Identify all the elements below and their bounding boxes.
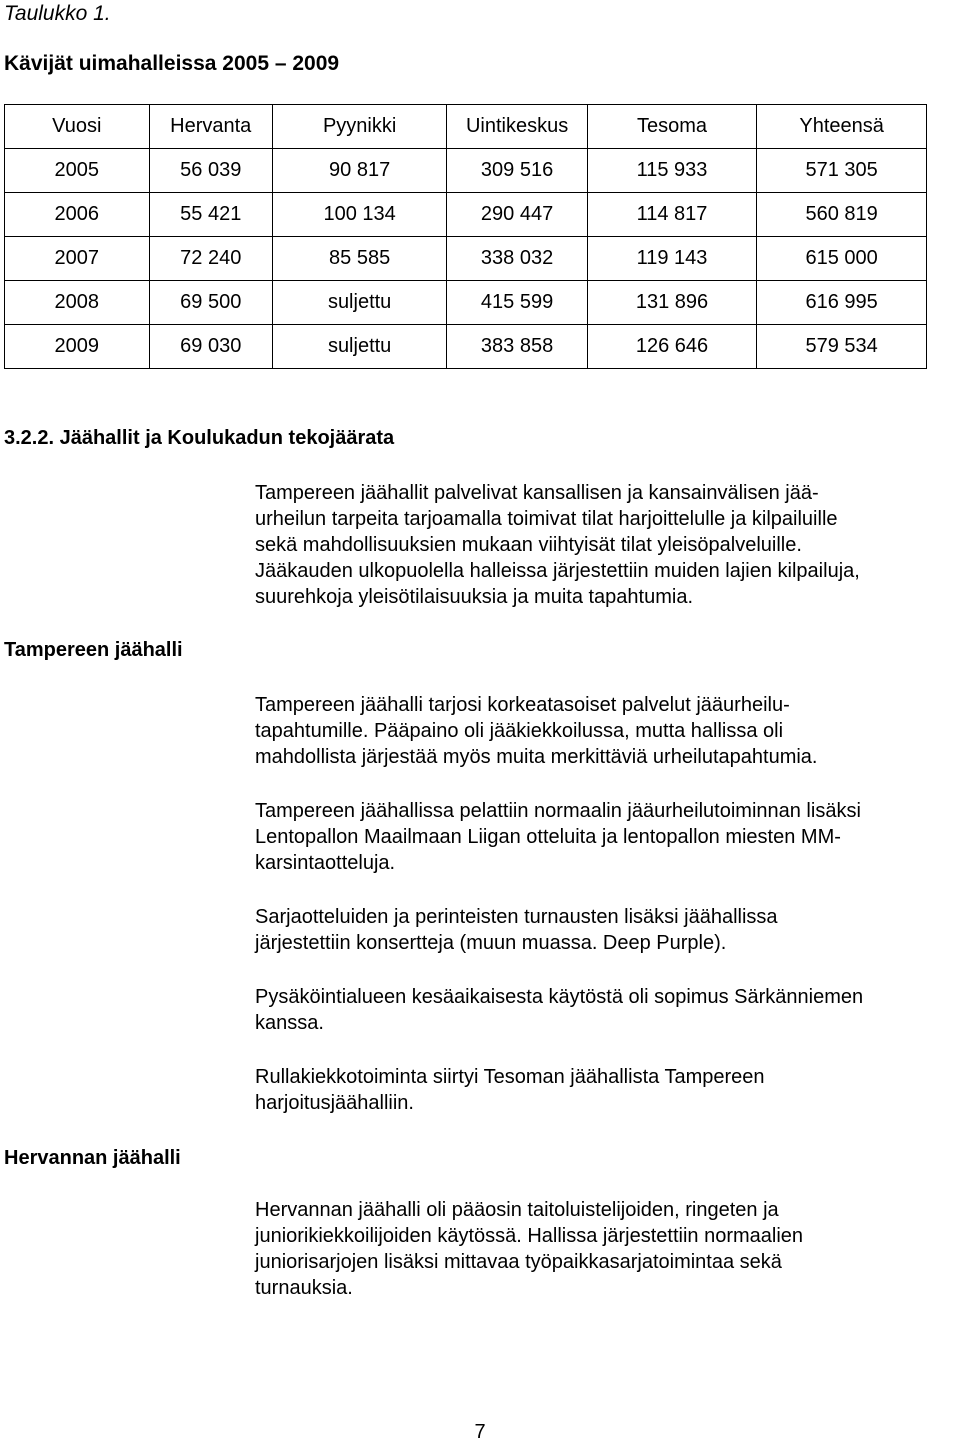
- text-line: juniorikiekkoilijoiden käytössä. Hallissa järjestettiin normaalien: [255, 1225, 804, 1247]
- table-cell: 338 032: [447, 237, 587, 281]
- table-cell: 114 817: [587, 193, 756, 237]
- table-cell: 383 858: [447, 325, 587, 369]
- table-row: [5, 149, 927, 193]
- table-cell: 616 995: [757, 281, 927, 325]
- table-row: [5, 237, 927, 281]
- hervanta-ice-hall-label: Hervannan jäähalli: [4, 1147, 181, 1169]
- table-cell: 56 039: [149, 149, 272, 193]
- text-line: tapahtumille. Pääpaino oli jääkiekkoilussa, mutta hallissa oli: [255, 720, 784, 742]
- text-line: Tampereen jäähallissa pelattiin normaalin jääurheilutoiminnan lisäksi: [255, 800, 861, 822]
- paragraph-parking: [255, 984, 960, 1036]
- table-cell: 100 134: [272, 193, 446, 237]
- table-cell: suljettu: [272, 325, 446, 369]
- table-header-row: [5, 105, 927, 149]
- visitors-table: [4, 104, 927, 369]
- table-row: [5, 281, 927, 325]
- paragraph-hervanta: [255, 1197, 960, 1301]
- column-header: Vuosi: [5, 105, 150, 149]
- tampere-ice-hall-label: Tampereen jäähalli: [4, 639, 183, 661]
- column-header: Uintikeskus: [447, 105, 587, 149]
- section-heading: 3.2.2. Jäähallit ja Koulukadun tekojäärata: [4, 427, 395, 449]
- table-cell: 560 819: [757, 193, 927, 237]
- table-cell: 2005: [5, 149, 150, 193]
- text-line: Hervannan jäähalli oli pääosin taitoluistelijoiden, ringeten ja: [255, 1199, 779, 1221]
- page-number: 7: [474, 1421, 486, 1443]
- text-line: Jääkauden ulkopuolella halleissa järjestettiin muiden lajien kilpailuja,: [255, 560, 860, 582]
- text-line: Lentopallon Maailmaan Liigan otteluita ja lentopallon miesten MM-: [255, 826, 841, 848]
- column-header: Yhteensä: [757, 105, 927, 149]
- text-line: Tampereen jäähalli tarjosi korkeatasoiset palvelut jääurheilu-: [255, 694, 790, 716]
- column-header: Tesoma: [587, 105, 756, 149]
- text-line: Sarjaotteluiden ja perinteisten turnausten lisäksi jäähallissa: [255, 906, 778, 928]
- text-line: urheilun tarpeita tarjoamalla toimivat tilat harjoittelulle ja kilpailuille: [255, 508, 838, 530]
- table-cell: 309 516: [447, 149, 587, 193]
- text-line: kanssa.: [255, 1012, 324, 1034]
- column-header: Pyynikki: [272, 105, 446, 149]
- text-line: suurehkoja yleisötilaisuuksia ja muita tapahtumia.: [255, 586, 694, 608]
- table-cell: 2009: [5, 325, 150, 369]
- table-cell: 131 896: [587, 281, 756, 325]
- table-cell: 90 817: [272, 149, 446, 193]
- text-line: Rullakiekkotoiminta siirtyi Tesoman jäähallista Tampereen: [255, 1066, 765, 1088]
- table-cell: 571 305: [757, 149, 927, 193]
- text-line: juniorisarjojen lisäksi mittavaa työpaikkasarjatoimintaa sekä: [255, 1251, 782, 1273]
- paragraph-roller-hockey: [255, 1064, 960, 1116]
- column-header: Hervanta: [149, 105, 272, 149]
- table-cell: 72 240: [149, 237, 272, 281]
- table-row: [5, 193, 927, 237]
- table-cell: suljettu: [272, 281, 446, 325]
- text-line: mahdollista järjestää myös muita merkittäviä urheilutapahtumia.: [255, 746, 818, 768]
- table-cell: 415 599: [447, 281, 587, 325]
- text-line: järjestettiin konsertteja (muun muassa. Deep Purple).: [255, 932, 727, 954]
- table-cell: 119 143: [587, 237, 756, 281]
- table-cell: 2008: [5, 281, 150, 325]
- paragraph-tampere-services: [255, 692, 960, 770]
- table-caption: Taulukko 1.: [4, 2, 111, 25]
- text-line: Pysäköintialueen kesäaikaisesta käytöstä oli sopimus Särkänniemen: [255, 986, 864, 1008]
- table-cell: 290 447: [447, 193, 587, 237]
- table-cell: 69 030: [149, 325, 272, 369]
- table-cell: 55 421: [149, 193, 272, 237]
- paragraph-volleyball: [255, 798, 960, 876]
- table-cell: 615 000: [757, 237, 927, 281]
- paragraph-ice-halls-overview: [255, 480, 960, 610]
- table-row: [5, 325, 927, 369]
- table-cell: 115 933: [587, 149, 756, 193]
- table-cell: 579 534: [757, 325, 927, 369]
- table-cell: 126 646: [587, 325, 756, 369]
- table-cell: 85 585: [272, 237, 446, 281]
- paragraph-concerts: [255, 904, 960, 956]
- text-line: turnauksia.: [255, 1277, 353, 1299]
- text-line: karsintaotteluja.: [255, 852, 396, 874]
- table-cell: 2007: [5, 237, 150, 281]
- text-line: sekä mahdollisuuksien mukaan viihtyisät tilat yleisöpalveluille.: [255, 534, 802, 556]
- text-line: Tampereen jäähallit palvelivat kansallisen ja kansainvälisen jää-: [255, 482, 819, 504]
- table-cell: 2006: [5, 193, 150, 237]
- table-title: Kävijät uimahalleissa 2005 – 2009: [4, 52, 340, 75]
- text-line: harjoitusjäähalliin.: [255, 1092, 414, 1114]
- table-cell: 69 500: [149, 281, 272, 325]
